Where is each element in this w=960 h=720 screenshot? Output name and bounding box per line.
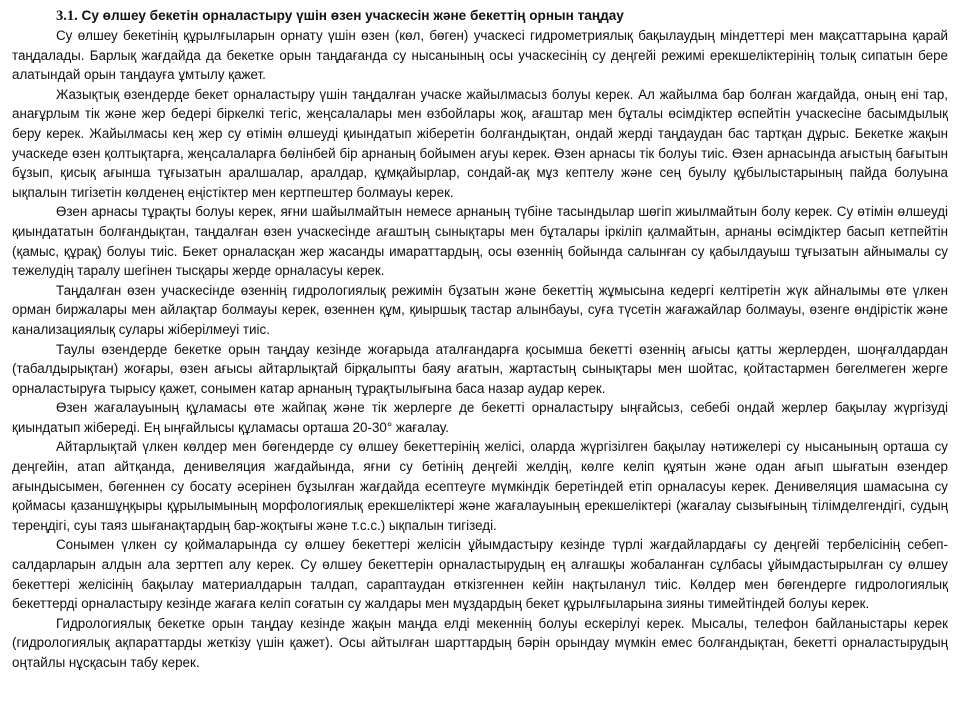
paragraph-7: Айтарлықтай үлкен көлдер мен бөгендерде су өлшеу бекеттерінің желісі, оларда жүргізілген бақылау нәтижелері су нысанының орташа су деңгейін, атап айтқанда, денивеляция жағдайында, яғни су бетінің деңгейі желдің, көлге келіп құятын және одан ағып шығатын өзендер ағындысымен, бөгеннен су босату әсерінен бұзылған жағдайда есептеуге мүмкіндік беретіндей етіп орналасуы керек. Денивеляция шамасына су қоймасы қазаншұңқыры құрылымының морфологиялық ерекшеліктері және жағалауының ерекшеліктері (жағалау сызығының тілімделгендігі, судың тереңдігі, суы таяз шығанақтардың бар-жоқтығы және т.с.с.) ықпалын тигізеді. (12, 439, 948, 533)
paragraph-5: Таулы өзендерде бекетке орын таңдау кезінде жоғарыда аталғандарға қосымша бекетті өзеннің ағысы қатты жерлерден, шоңғалдардан (табалдырықтан) жоғары, өзен ағысы айтарлықтай бірқалыпты баяу ағатын, жартастың сынықтары мен шойтас, қойтастармен бөгелмеген жерге орналастыруға тырысу қажет, сонымен катар арнаның тұрақтылығына баса назар аудар керек. (12, 341, 948, 396)
paragraph-4: Таңдалған өзен учаскесінде өзеннің гидрологиялық режимін бұзатын және бекеттің жұмысына кедергі келтіретін жүк айналымы өте үлкен орман биржалары мен айлақтар болмауы керек, өзеннен құм, қиыршық тастар алынбауы, суға түсетін жағажайлар болмауы, өзенге өндірістік және канализациялық сулары жіберілмеуі тиіс. (12, 282, 948, 337)
paragraph-8: Сонымен үлкен су қоймаларында су өлшеу бекеттері желісін ұйымдастыру кезінде түрлі жағдайлардағы су деңгейі тербелісінің себеп-салдарларын алдын ала зерттеп алу керек. Су өлшеу бекеттерін орналастырудың ең алғашқы жобаланған сұлбасы ұйымдастырылған су өлшеу бекеттері желісінің бақылау материалдарын талдап, сараптаудан өткізгеннен кейін нақтыланул тиіс. Көлдер мен бөгендерге гидрологиялық бекеттерді орналастыру кезінде жағаға келіп соғатын су жалдары мен мұздардың бекет құрылғыларына зияны тимейтіндей болуы керек. (12, 537, 948, 612)
section-title: Су өлшеу бекетін орналастыру үшін өзен учаскесін және бекеттің орнын таңдау (81, 8, 624, 23)
paragraph-6: Өзен жағалауының құламасы өте жайпақ және тік жерлерге де бекетті орналастыру ыңғайсыз, себебі ондай жерлер бақылау жүргізуді қиындатып жібереді. Ең ыңғайлысы құламасы орташа 20-30° жағалау. (12, 400, 948, 435)
document-page (12, 6, 948, 714)
section-heading (12, 6, 948, 26)
paragraph-3: Өзен арнасы тұрақты болуы керек, яғни шайылмайтын немесе арнаның түбіне тасындылар шөгіп жиылмайтын болу керек. Су өтімін өлшеуді қиындататын болғандықтан, таңдалған өзен учаскесінде ағаштың сынықтары мен бұталары іркіліп қалмайтын, арнаны өсімдіктер басып кетпейтін (қамыс, құрақ) болуы тиіс. Бекет орналасқан жер жасанды имараттардың, осы өзеннің бойында салынған су қабылдауыш тұғызатын айнымалы су тежелудің таралу шегінен тысқары жерде орналасуы керек. (12, 204, 948, 279)
paragraph-2: Жазықтық өзендерде бекет орналастыру үшін таңдалған учаске жайылмасыз болуы керек. Ал жайылма бар болған жағдайда, оның ені тар, анағұрлым тік және жер бедері біркелкі тегіс, жеңсалалары мен өзбойлары жоқ, ағаштар мен бұталы өсімдіктер өспейтін учаскесіне басымдылық беру керек. Жайылмасы кең жер су өтімін өлшеуді қиындатып жіберетін болғандықтан, ондай жерді таңдаудан бас тартқан дұрыс. Бекетке жақын учаскеде өзен қолтықтарға, жеңсалаларға бөлінбей бір арнаның бойымен ағуы керек. Өзен арнасы тік болуы тиіс. Өзен арнасында ағыстың бағытын бұзып, қисық ағынша тұғызатын аралшалар, аралдар, құмқайырлар, сондай-ақ мұз кептелу және сең буылу құбылыстарының пайда болуына ықпалын тигізетін көлденең еңістіктер мен кертпештер болмауы керек. (12, 86, 948, 200)
section-number: 3.1. (56, 8, 78, 24)
paragraph-9: Гидрологиялық бекетке орын таңдау кезінде жақын маңда елді мекеннің болуы ескерілуі керек. Мысалы, телефон байланыстары керек (гидрологиялық ақпараттарды жеткізу үшін қажет). Осы айтылған шарттардың бәрін орындау мүмкін емес болғандықтан, бекетті орналастырудың оңтайлы нұсқасын табу керек. (12, 615, 948, 670)
paragraph-1: Су өлшеу бекетінің құрылғыларын орнату үшін өзен (көл, бөген) учаскесі гидрометриялық бақылаудың міндеттері мен мақсаттарына қарай таңдалады. Барлық жағдайда да бекетке орын таңдағанда су нысанының осы учаскесінің су деңгейі режимі ерекшеліктерінің толық сипатын бере алатындай орын таңдауға ұмтылу қажет. (12, 28, 948, 83)
